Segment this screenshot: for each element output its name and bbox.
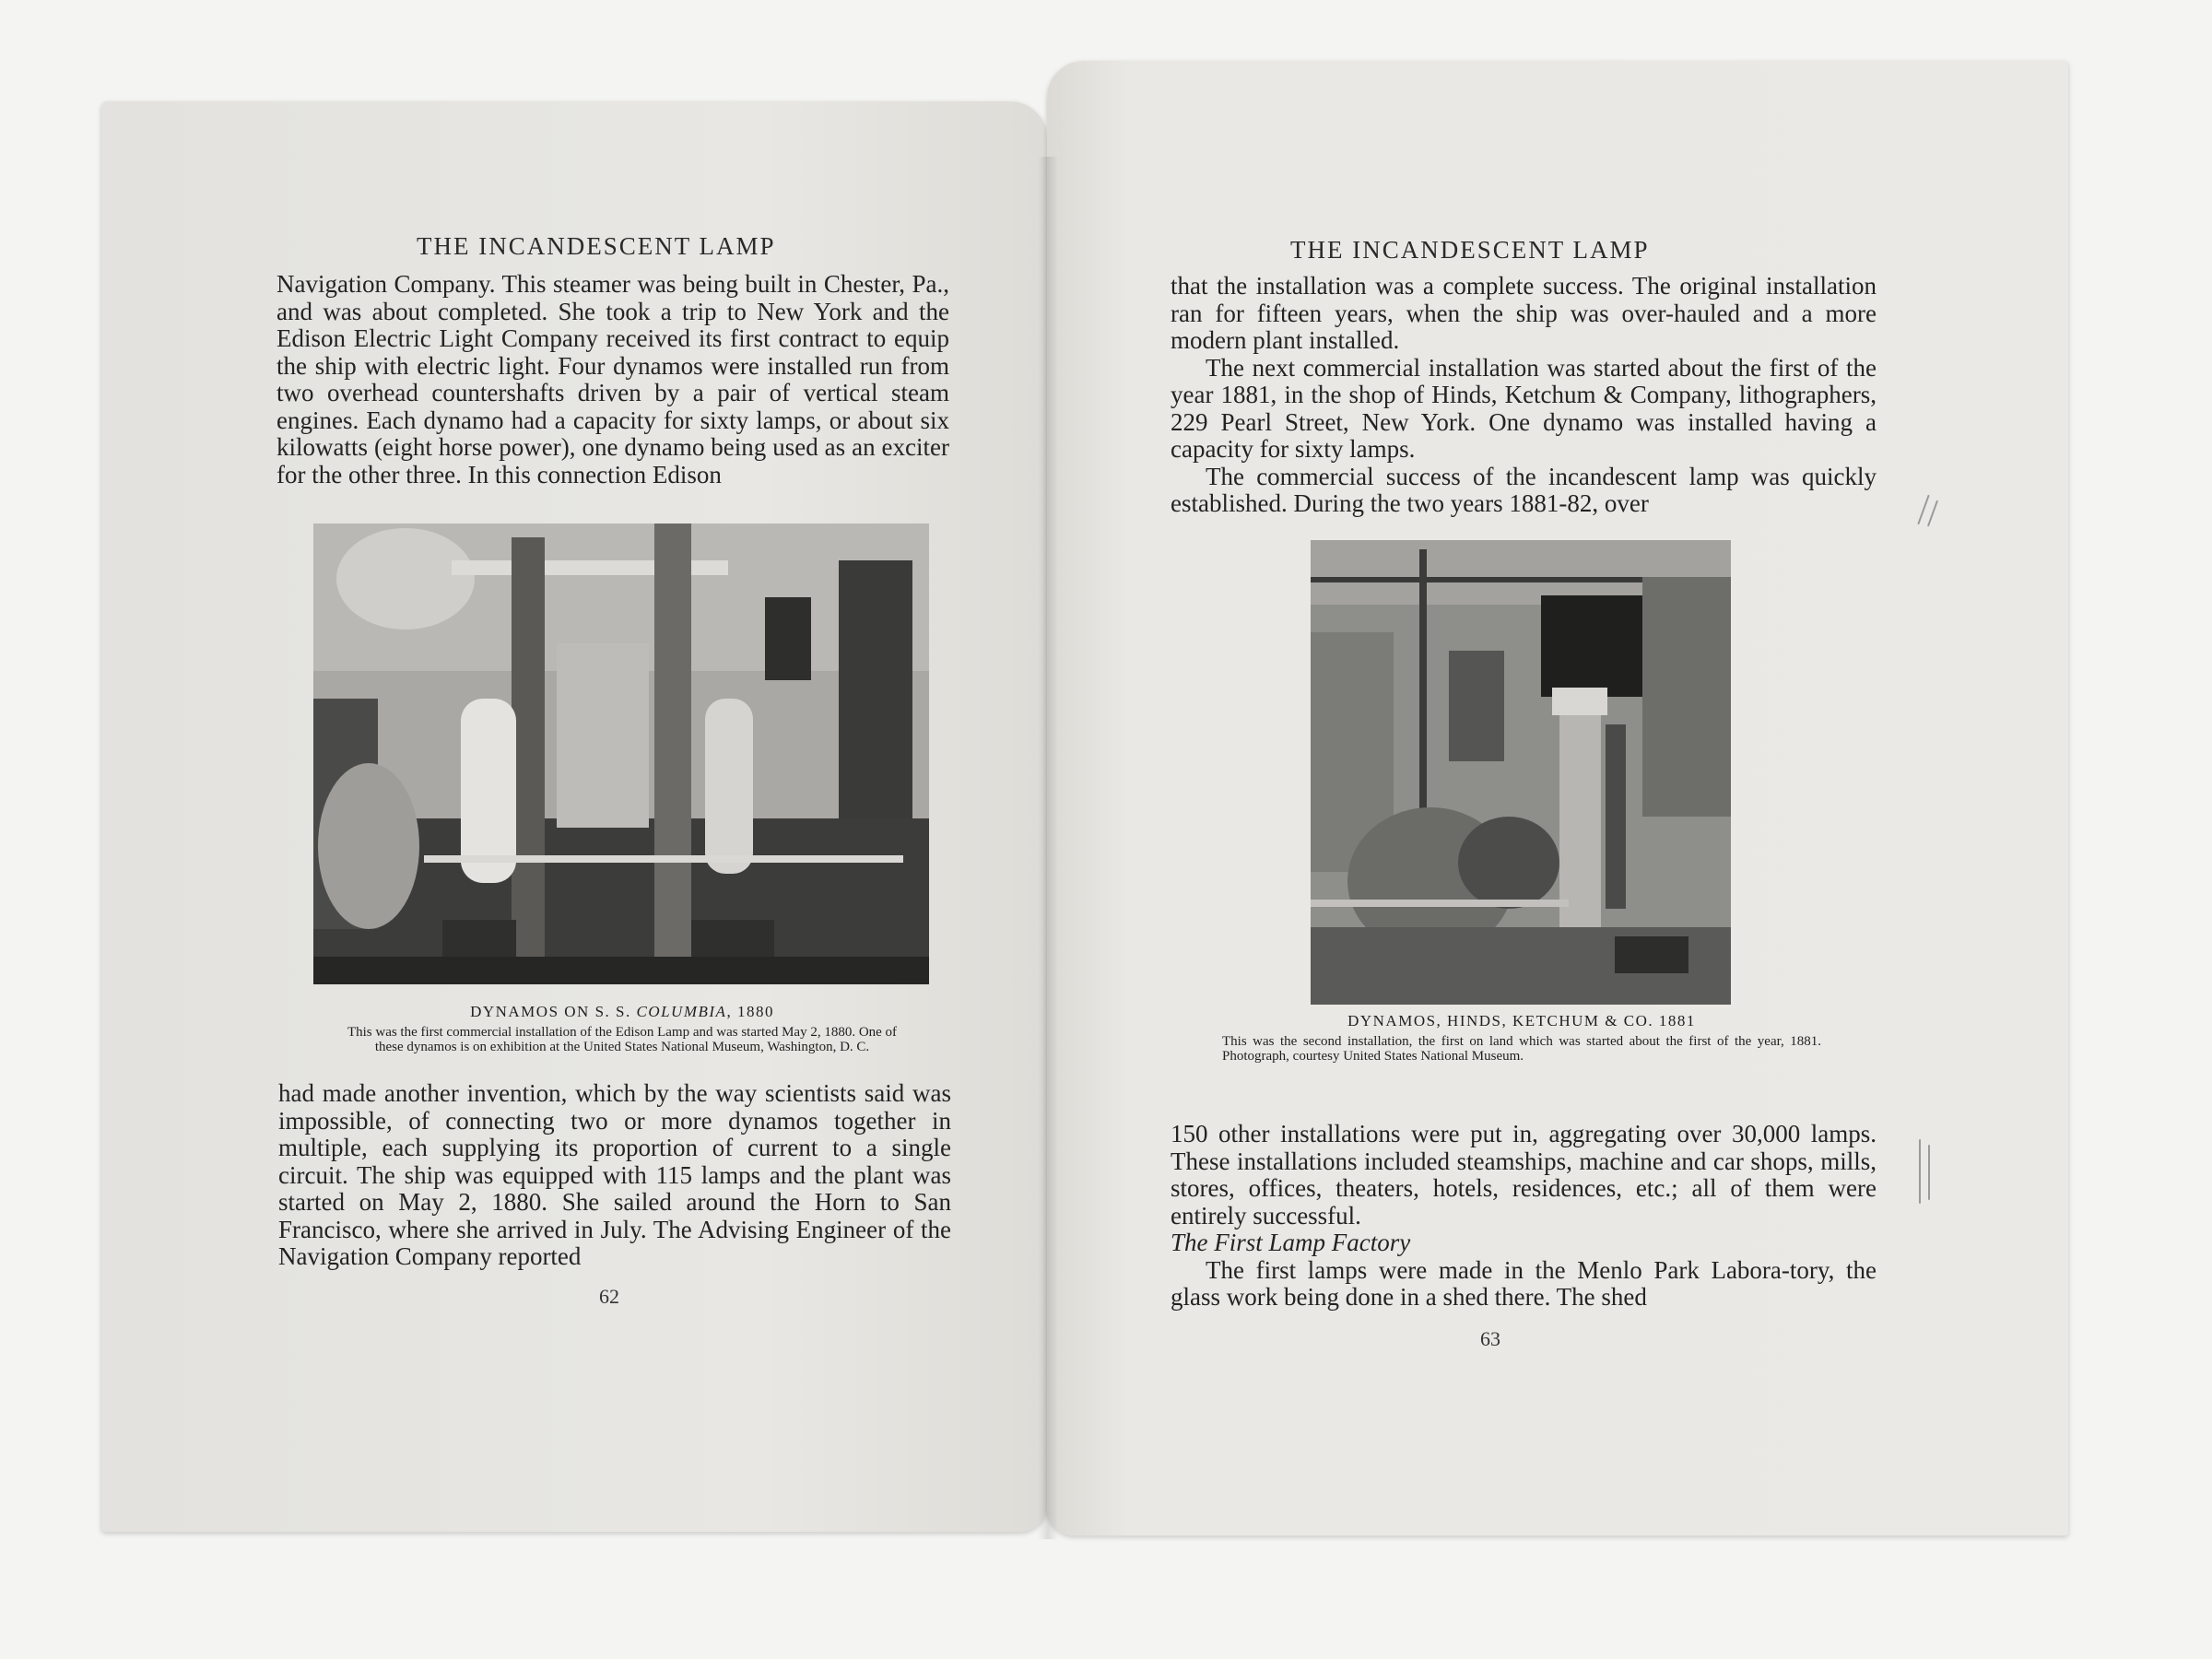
left-paragraph-bottom (278, 1080, 951, 1271)
right-paragraph-3: The commercial success of the incandescent lamp was quickly established. During the two years 1881-82, over (1171, 462, 1877, 517)
right-page-number: 63 (1480, 1327, 1500, 1350)
right-running-head: THE INCANDESCENT LAMP (1290, 236, 1650, 264)
right-text-top (1171, 273, 1877, 518)
left-page-number: 62 (599, 1285, 619, 1308)
right-caption-title: DYNAMOS, HINDS, KETCHUM & CO. 1881 (1347, 1012, 1696, 1030)
right-caption (1185, 1012, 1858, 1064)
left-caption (323, 1003, 922, 1054)
photo-dynamos-hinds-ketchum-image (1311, 540, 1731, 1005)
right-caption-body: This was the second installation, the first on land which was started about the first of the year, 1881. Photograph, courtesy United States National Museum. (1222, 1034, 1821, 1064)
left-caption-title-prefix: DYNAMOS ON S. S. (470, 1003, 631, 1020)
right-paragraph-1: that the installation was a complete success. The original installation ran for fifteen years, when the ship was over-hauled and a more modern plant installed. (1171, 272, 1877, 354)
right-paragraph-4: 150 other installations were put in, aggregating over 30,000 lamps. These installations included steamships, machine and car shops, mills, stores, offices, theaters, hotels, residences, etc.; all of them were entirely successful. (1171, 1120, 1877, 1230)
right-page (1047, 61, 2068, 1535)
left-caption-title-italic: COLUMBIA (636, 1003, 727, 1020)
right-text-bottom (1171, 1121, 1877, 1312)
right-paragraph-5: The first lamps were made in the Menlo Park Labora-tory, the glass work being done in a shed there. The shed (1171, 1255, 1877, 1311)
pencil-mark-2 (1927, 500, 1938, 527)
photo-dynamos-hinds-ketchum (1311, 540, 1731, 1005)
book-gutter (1038, 157, 1058, 1539)
book-spread (101, 101, 2074, 1558)
right-section-heading: The First Lamp Factory (1171, 1229, 1411, 1256)
photo-dynamos-columbia (313, 524, 929, 984)
pencil-mark-4 (1928, 1145, 1930, 1200)
photo-dynamos-columbia-image (313, 524, 929, 984)
left-paragraph-bottom-text: had made another invention, which by the way scientists said was impossible, of connecting two or more dynamos together in multiple, each supplying its proportion of current to a single circuit. The ship was equipped with 115 lamps and the plant was started on May 2, 1880. She sailed around the Horn to San Francisco, where she arrived in July. The Advising Engineer of the Navigation Company reported (278, 1079, 951, 1270)
pencil-mark-3 (1919, 1139, 1921, 1204)
left-caption-title-suffix: , 1880 (726, 1003, 774, 1020)
left-caption-body: This was the first commercial installation of the Edison Lamp and was started May 2, 1880. One of these dynamos is on exhibition at the United States National Museum, Washington, D. C. (347, 1025, 898, 1054)
left-paragraph-top-text: Navigation Company. This steamer was being built in Chester, Pa., and was about completed. She took a trip to New York and the Edison Electric Light Company received its first contract to equip the ship with electric light. Four dynamos were installed run from two overhead countershafts driven by a pair of vertical steam engines. Each dynamo had a capacity for sixty lamps, or about six kilowatts (eight horse power), one dynamo being used as an exciter for the other three. In this connection Edison (276, 270, 949, 488)
left-paragraph-top (276, 271, 949, 488)
pencil-mark-1 (1917, 495, 1930, 525)
left-running-head: THE INCANDESCENT LAMP (417, 232, 776, 260)
right-paragraph-2: The next commercial installation was started about the first of the year 1881, in the shop of Hinds, Ketchum & Company, lithographers, 229 Pearl Street, New York. One dynamo was installed having a capacity for sixty lamps. (1171, 353, 1877, 463)
left-caption-title (323, 1003, 922, 1021)
left-page (101, 101, 1047, 1532)
